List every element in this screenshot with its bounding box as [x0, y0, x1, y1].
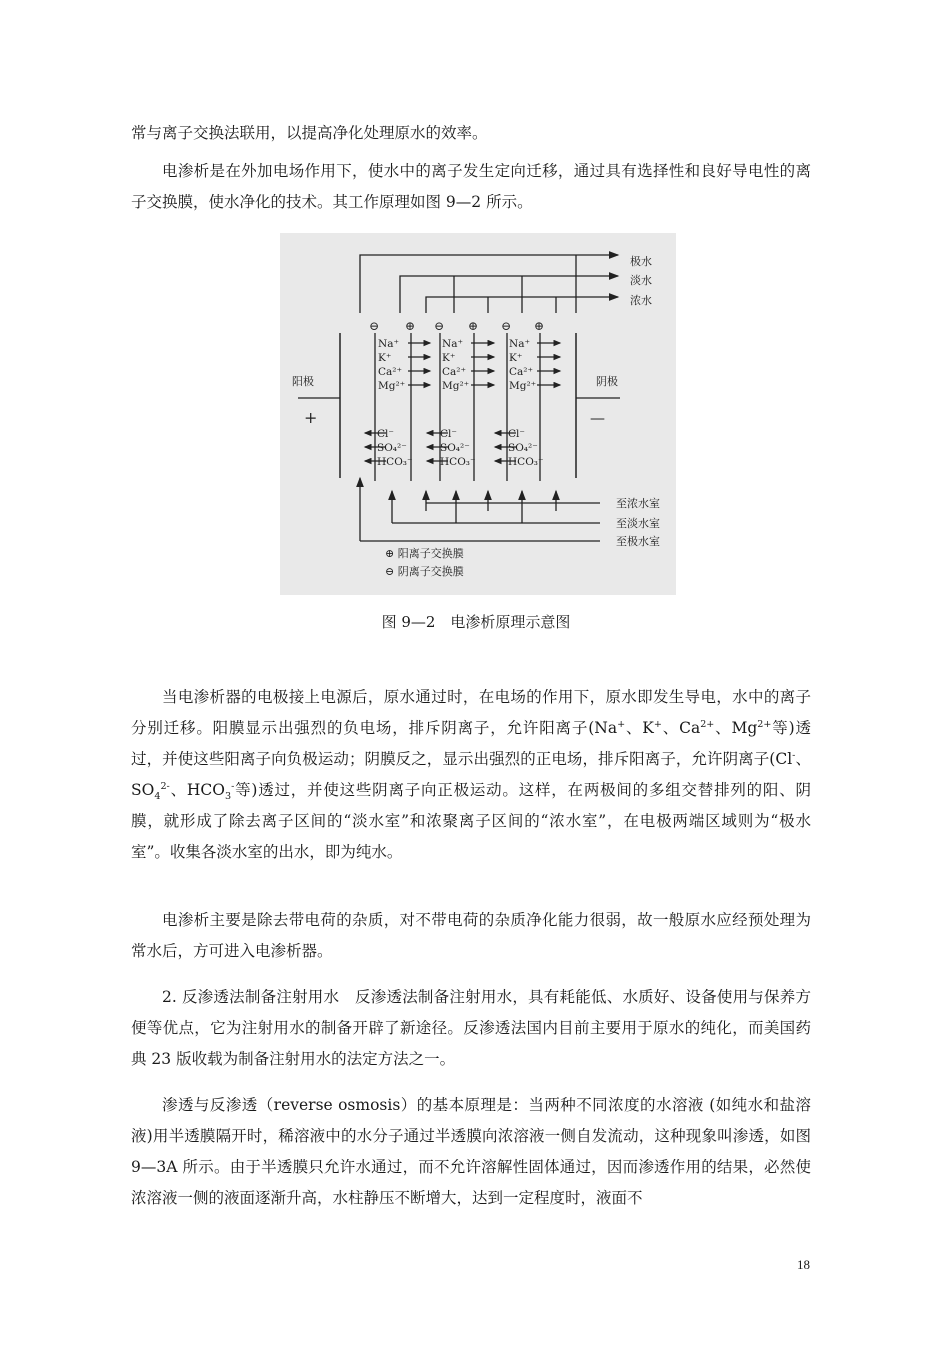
paragraph-osmosis-principle: 渗透与反渗透（reverse osmosis）的基本原理是：当两种不同浓度的水溶液 (如纯水和盐溶液)用半透膜隔开时，稀溶液中的水分子通过半透膜向浓溶液一侧自发流动，这种现象叫渗透，如图 9—3A 所示。由于半透膜只允许水通过，而不允许溶解性固体通过，因而渗透作用的结果，必然使浓溶液一侧的液面逐渐升高，水柱静压不断增大，达到一定程度时，液面不: [131, 1096, 811, 1207]
paragraph-mechanism: [131, 682, 811, 868]
paragraph-reverse-osmosis: 2. 反渗透法制备注射用水 反渗透法制备注射用水，具有耗能低、水质好、设备使用与保养方便等优点，它为注射用水的制备开辟了新途径。反渗透法国内目前主要用于原水的纯化，而美国药典 23 版收载为制备注射用水的法定方法之一。: [131, 988, 811, 1068]
text-run: 、Mg: [714, 719, 758, 737]
cation-membrane-marker-1: ⊕: [405, 319, 416, 333]
anion-label: SO₄²⁻: [440, 442, 470, 454]
diagram-svg: [280, 233, 676, 595]
inlet-label-to-concentrate: 至浓水室: [616, 497, 660, 510]
anion-label: Cl⁻: [377, 428, 394, 440]
text-run: 、SO: [131, 750, 811, 799]
cation-label: K⁺: [509, 352, 523, 364]
paragraph-electrodialysis-intro: 电渗析是在外加电场作用下，使水中的离子发生定向迁移，通过具有选择性和良好导电性的离子交换膜，使水净化的技术。其工作原理如图 9—2 所示。: [131, 162, 811, 211]
cation-membrane-marker-3: ⊕: [534, 319, 545, 333]
outlet-label-electrode-water: 极水: [630, 255, 652, 268]
paragraph-continuation: 常与离子交换法联用，以提高净化处理原水的效率。: [131, 124, 488, 142]
cation-label: Ca²⁺: [509, 366, 534, 378]
legend-cation-membrane: ⊕ 阳离子交换膜: [385, 547, 464, 560]
text-run: 当电渗析器的电极接上电源后，原水通过时，在电场的作用下，原水即发生导电，水中的离子分别迁移。阳膜显示出强烈的负电场，排斥阴离子，允许阳离子(Na: [131, 688, 811, 737]
anion-label: HCO₃⁻: [440, 456, 476, 468]
superscript: -: [231, 780, 235, 792]
outlet-label-dilute-water: 淡水: [630, 274, 652, 287]
cation-label: Na⁺: [442, 338, 463, 350]
legend-anion-membrane: ⊖ 阴离子交换膜: [385, 565, 464, 578]
paragraph-limitations: 电渗析主要是除去带电荷的杂质，对不带电荷的杂质净化能力很弱，故一般原水应经预处理为常水后，方可进入电渗析器。: [131, 911, 811, 960]
anion-label: Cl⁻: [440, 428, 457, 440]
figure-caption: 图 9—2 电渗析原理示意图: [381, 613, 571, 631]
cation-label: Mg²⁺: [442, 380, 470, 392]
cation-label: K⁺: [442, 352, 456, 364]
text-run: 等)透过，并使这些阳离子向负极运动；阴膜反之，显示出强烈的正电场，排斥阳离子，允许阴离子(Cl: [131, 719, 811, 768]
anode-label: 阳极: [292, 375, 314, 388]
anion-membrane-marker-2: ⊖: [434, 319, 445, 333]
anion-membrane-marker-3: ⊖: [501, 319, 512, 333]
outlet-pipe-electrode: [360, 255, 618, 313]
anode-sign: +: [304, 408, 318, 427]
cathode-sign: —: [590, 409, 605, 427]
subscript: 3: [224, 791, 232, 803]
cation-label: Mg²⁺: [509, 380, 537, 392]
superscript: 2+: [700, 718, 715, 730]
anion-label: HCO₃⁻: [377, 456, 413, 468]
cation-label: Ca²⁺: [442, 366, 467, 378]
anion-label: SO₄²⁻: [508, 442, 538, 454]
cathode-label: 阴极: [596, 375, 618, 388]
text-run: 、Ca: [661, 719, 701, 737]
cation-label: K⁺: [378, 352, 392, 364]
superscript: 2-: [160, 780, 170, 792]
subscript: 4: [154, 791, 161, 803]
outlet-label-concentrate-water: 浓水: [630, 294, 652, 307]
superscript: 2+: [757, 718, 772, 730]
cation-label: Mg²⁺: [378, 380, 406, 392]
anion-label: SO₄²⁻: [377, 442, 407, 454]
superscript: +: [653, 718, 662, 730]
page-number: 18: [797, 1257, 810, 1272]
cation-label: Na⁺: [378, 338, 399, 350]
superscript: +: [617, 718, 626, 730]
inlet-label-to-electrode: 至极水室: [616, 535, 660, 548]
electrodialysis-diagram: [280, 233, 676, 595]
cation-label: Na⁺: [509, 338, 530, 350]
cation-membrane-marker-2: ⊕: [468, 319, 479, 333]
cation-label: Ca²⁺: [378, 366, 403, 378]
text-run: 、K: [625, 719, 654, 737]
inlet-label-to-dilute: 至淡水室: [616, 517, 660, 530]
text-run: 、HCO: [169, 781, 225, 799]
superscript: -: [792, 749, 796, 761]
anion-membrane-marker-1: ⊖: [369, 319, 380, 333]
anion-label: Cl⁻: [508, 428, 525, 440]
outlet-pipe-dilute: [400, 276, 618, 313]
text-run: 等)透过，并使这些阴离子向正极运动。这样，在两极间的多组交替排列的阳、阴膜，就形成了除去离子区间的“淡水室”和浓聚离子区间的“浓水室”，在电极两端区域则为“极水室”。收集各淡水室的出水，即为纯水。: [131, 781, 811, 861]
anion-label: HCO₃⁻: [508, 456, 544, 468]
